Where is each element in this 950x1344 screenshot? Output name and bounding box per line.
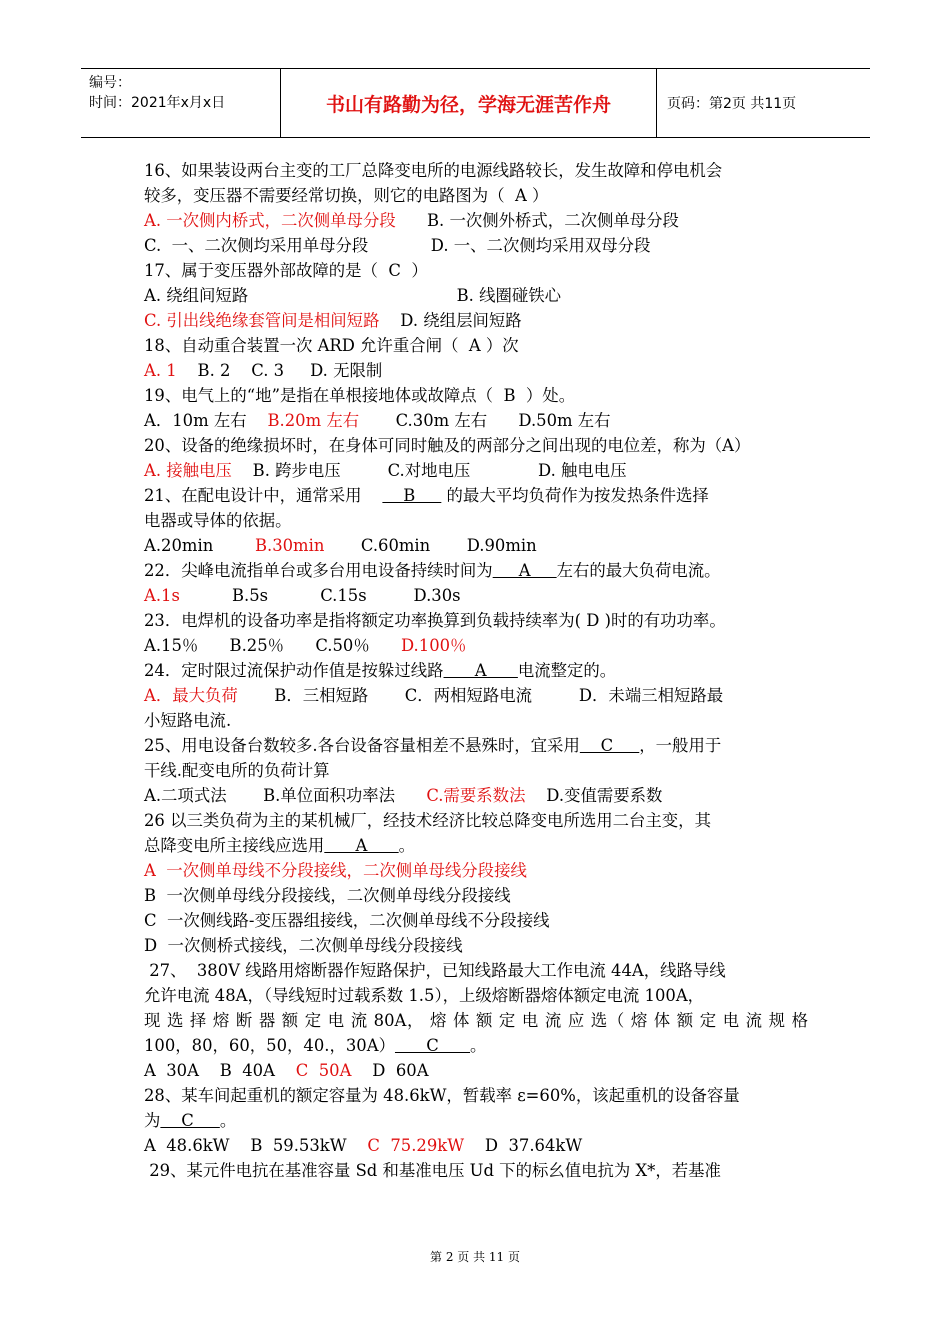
text-line xyxy=(144,908,808,933)
text-segment: 左右的最大负荷电流。 xyxy=(556,561,721,580)
text-segment: 为 xyxy=(144,1111,161,1130)
text-segment: B 一次侧单母线分段接线，二次侧单母线分段接线 xyxy=(144,886,511,905)
text-line xyxy=(144,1058,808,1083)
answer-blank: C xyxy=(579,736,640,755)
answer-highlight: C 50A xyxy=(295,1061,352,1080)
text-segment: 的最大平均负荷作为按发热条件选择 xyxy=(441,486,709,505)
text-segment: 22．尖峰电流指单台或多台用电设备持续时间为 xyxy=(144,561,493,580)
answer-highlight: A．最大负荷 xyxy=(144,686,238,705)
text-line xyxy=(144,433,808,458)
text-line xyxy=(144,1033,808,1058)
text-segment: 26 以三类负荷为主的某机械厂，经技术经济比较总降变电所选用二台主变，其 xyxy=(144,811,711,830)
text-line xyxy=(144,1008,808,1033)
text-line xyxy=(144,358,808,383)
text-segment: 电流整定的。 xyxy=(517,661,617,680)
text-line xyxy=(144,658,808,683)
text-line xyxy=(144,383,808,408)
text-line xyxy=(144,508,808,533)
text-line xyxy=(144,958,808,983)
text-line xyxy=(144,1108,808,1133)
text-line xyxy=(144,558,808,583)
text-line xyxy=(144,533,808,558)
text-segment: B．三相短路 C．两相短路电流 D．未端三相短路最 xyxy=(237,686,724,705)
text-line xyxy=(144,1158,808,1183)
question-content xyxy=(144,158,808,1183)
text-segment: D 一次侧桥式接线，二次侧单母线分段接线 xyxy=(144,936,463,955)
text-line xyxy=(144,458,808,483)
text-line xyxy=(144,583,808,608)
answer-blank: B xyxy=(382,486,442,505)
text-line xyxy=(144,858,808,883)
text-line xyxy=(144,333,808,358)
text-segment: 25、用电设备台数较多.各台设备容量相差不悬殊时，宜采用 xyxy=(144,736,580,755)
text-segment: 16、如果装设两台主变的工厂总降变电所的电源线路较长，发生故障和停电机会 xyxy=(144,161,723,180)
text-segment: B.5s C.15s D.30s xyxy=(179,586,461,605)
text-segment: A 30A B 40A xyxy=(144,1061,296,1080)
header-motto: 书山有路勤为径，学海无涯苦作舟 xyxy=(281,69,657,137)
text-line xyxy=(144,733,808,758)
answer-highlight: B.20m 左右 xyxy=(267,411,360,430)
header-meta xyxy=(81,69,281,137)
text-segment: 23．电焊机的设备功率是指将额定功率换算到负载持续率为( D )时的有功功率。 xyxy=(144,611,726,630)
text-segment: 24．定时限过流保护动作值是按躲过线路 xyxy=(144,661,444,680)
text-segment: 电器或导体的依据。 xyxy=(144,511,292,530)
text-line xyxy=(144,308,808,333)
text-line xyxy=(144,208,808,233)
answer-highlight: B.30min xyxy=(254,536,325,555)
text-line xyxy=(144,283,808,308)
text-line xyxy=(144,833,808,858)
answer-highlight: C.需要系数法 xyxy=(426,786,526,805)
text-line xyxy=(144,408,808,433)
document-time-label: 时间：2021年x月x日 xyxy=(89,95,226,111)
text-line xyxy=(144,1133,808,1158)
answer-blank: A xyxy=(443,661,518,680)
text-line xyxy=(144,783,808,808)
text-segment: 。 xyxy=(470,1036,487,1055)
page-footer: 第 2 页 共 11 页 xyxy=(430,1250,520,1264)
answer-highlight: C 75.29kW xyxy=(367,1136,465,1155)
answer-highlight: A. 一次侧内桥式，二次侧单母分段 xyxy=(144,211,396,230)
answer-blank: C xyxy=(160,1111,220,1130)
answer-highlight: A 一次侧单母线不分段接线，二次侧单母线分段接线 xyxy=(144,861,527,880)
text-segment: D 60A xyxy=(351,1061,429,1080)
answer-highlight: C. 引出线绝缘套管间是相间短路 xyxy=(144,311,380,330)
text-segment: 27、 380V 线路用熔断器作短路保护，已知线路最大工作电流 44A，线路导线 xyxy=(144,961,726,980)
text-segment: B. 2 C. 3 D. 无限制 xyxy=(176,361,383,380)
text-segment: 现 选 择 熔 断 器 额 定 电 流 80A， 熔 体 额 定 电 流 应 选（ 熔 体 额 定 电 流 规 格 xyxy=(144,1011,808,1030)
text-segment: C. 一、二次侧均采用单母分段 D. 一、二次侧均采用双母分段 xyxy=(144,236,651,255)
text-segment: 18、自动重合装置一次 ARD 允许重合闸（ A ）次 xyxy=(144,336,519,355)
text-segment: A.15％ B.25％ C.50％ xyxy=(144,636,401,655)
text-line xyxy=(144,233,808,258)
text-line xyxy=(144,608,808,633)
text-segment: 21、在配电设计中，通常采用 xyxy=(144,486,383,505)
text-segment: D.变值需要系数 xyxy=(525,786,663,805)
text-segment: A. 绕组间短路 B. 线圈碰铁心 xyxy=(144,286,562,305)
text-segment: 。 xyxy=(398,836,416,855)
text-segment: A．10m 左右 xyxy=(144,411,268,430)
text-line xyxy=(144,808,808,833)
text-segment: 20、设备的绝缘损坏时，在身体可同时触及的两部分之间出现的电位差，称为（A） xyxy=(144,436,751,455)
answer-blank: A xyxy=(492,561,557,580)
text-segment: 28、某车间起重机的额定容量为 48.6kW，暂载率 ε=60%，该起重机的设备容量 xyxy=(144,1086,740,1105)
text-segment: D 37.64kW xyxy=(464,1136,583,1155)
text-line xyxy=(144,258,808,283)
answer-blank: A xyxy=(324,836,399,855)
text-segment: 。 xyxy=(219,1111,237,1130)
text-line xyxy=(144,708,808,733)
page-header xyxy=(81,68,870,138)
text-segment: B. 跨步电压 C.对地电压 D. 触电电压 xyxy=(231,461,627,480)
text-segment: 100，80，60，50，40.，30A） xyxy=(144,1036,395,1055)
answer-blank: C xyxy=(394,1036,471,1055)
text-segment: ，一般用于 xyxy=(639,736,722,755)
text-line xyxy=(144,633,808,658)
text-line xyxy=(144,983,808,1008)
text-line xyxy=(144,1083,808,1108)
text-segment: A.20min xyxy=(144,536,255,555)
text-line xyxy=(144,158,808,183)
text-segment: A 48.6kW B 59.53kW xyxy=(144,1136,368,1155)
text-line xyxy=(144,933,808,958)
text-segment: A.二项式法 B.单位面积功率法 xyxy=(144,786,427,805)
answer-highlight: A. 1 xyxy=(144,361,177,380)
text-segment: C 一次侧线路-变压器组接线，二次侧单母线不分段接线 xyxy=(144,911,550,930)
answer-highlight: A.1s xyxy=(144,586,180,605)
header-page-info: 页码：第2页 共11页 xyxy=(667,96,797,112)
answer-highlight: A. 接触电压 xyxy=(144,461,232,480)
text-segment: 小短路电流. xyxy=(144,711,232,730)
text-segment: B. 一次侧外桥式，二次侧单母分段 xyxy=(395,211,679,230)
text-line xyxy=(144,758,808,783)
text-segment: 较多，变压器不需要经常切换，则它的电路图为（ A ） xyxy=(144,186,549,205)
text-segment: 29、某元件电抗在基准容量 Sd 和基准电压 Ud 下的标幺值电抗为 X*，若基准 xyxy=(144,1161,721,1180)
text-segment: D. 绕组层间短路 xyxy=(379,311,522,330)
text-line xyxy=(144,883,808,908)
text-segment: 总降变电所主接线应选用 xyxy=(144,836,325,855)
text-segment: 17、属于变压器外部故障的是（ C ） xyxy=(144,261,428,280)
text-segment: 允许电流 48A，（导线短时过载系数 1.5），上级熔断器熔体额定电流 100A， xyxy=(144,986,705,1005)
text-line xyxy=(144,483,808,508)
answer-highlight: D.100％ xyxy=(401,636,467,655)
text-segment: C.60min D.90min xyxy=(324,536,537,555)
text-line xyxy=(144,683,808,708)
text-segment: C.30m 左右 D.50m 左右 xyxy=(359,411,611,430)
document-number-label: 编号： xyxy=(89,75,131,91)
text-segment: 19、电气上的“地”是指在单根接地体或故障点（ B ）处。 xyxy=(144,386,576,405)
text-line xyxy=(144,183,808,208)
text-segment: 干线.配变电所的负荷计算 xyxy=(144,761,330,780)
